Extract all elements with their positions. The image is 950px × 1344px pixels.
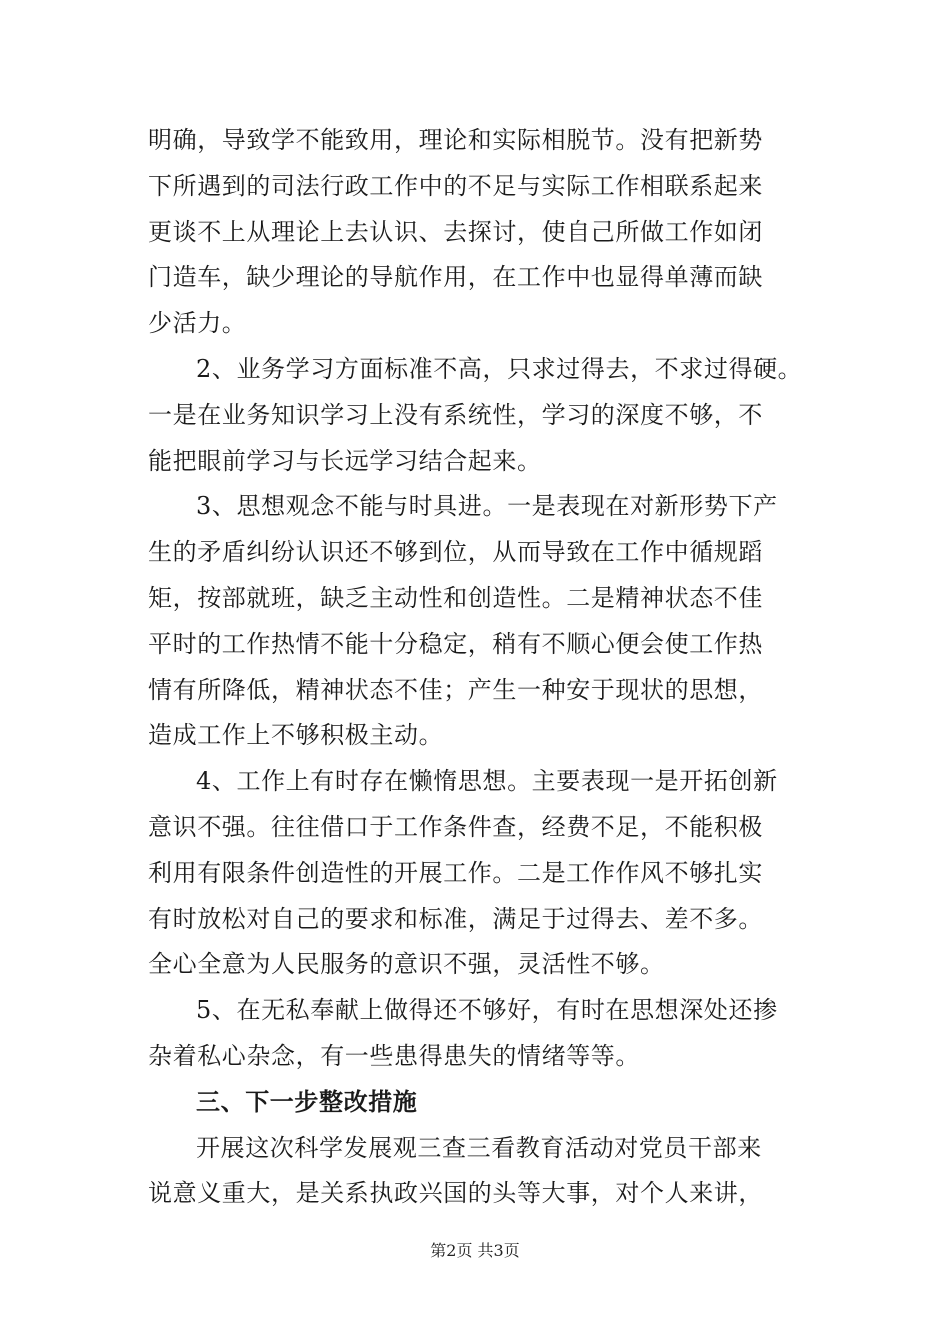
text-line: 门造车，缺少理论的导航作用，在工作中也显得单薄而缺 [148, 263, 763, 292]
text-line: 杂着私心杂念，有一些患得患失的情绪等等。 [148, 1041, 640, 1070]
text-line: 有时放松对自己的要求和标准，满足于过得去、差不多。 [148, 904, 763, 933]
text-line: 全心全意为人民服务的意识不强，灵活性不够。 [148, 950, 665, 979]
text-line: 少活力。 [148, 309, 247, 338]
text-line: 生的矛盾纠纷认识还不够到位，从而导致在工作中循规蹈 [148, 538, 763, 567]
text-line: 利用有限条件创造性的开展工作。二是工作作风不够扎实 [148, 858, 763, 887]
text-line: 造成工作上不够积极主动。 [148, 721, 444, 750]
text-line: 3、思想观念不能与时具进。一是表现在对新形势下产 [196, 492, 778, 521]
text-line: 2、业务学习方面标准不高，只求过得去，不求过得硬。 [196, 354, 803, 383]
section-heading: 三、下一步整改措施 [196, 1087, 418, 1116]
text-line: 5、在无私奉献上做得还不够好，有时在思想深处还掺 [196, 996, 778, 1025]
text-line: 一是在业务知识学习上没有系统性，学习的深度不够，不 [148, 400, 763, 429]
text-line: 明确，导致学不能致用，理论和实际相脱节。没有把新势 [148, 126, 763, 154]
page-footer: 第2页 共3页 [430, 1241, 520, 1260]
text-line: 开展这次科学发展观三查三看教育活动对党员干部来 [196, 1133, 762, 1162]
text-line: 下所遇到的司法行政工作中的不足与实际工作相联系起来 [148, 171, 763, 200]
text-line: 能把眼前学习与长远学习结合起来。 [148, 446, 542, 475]
text-line: 平时的工作热情不能十分稳定，稍有不顺心便会使工作热 [148, 629, 763, 658]
text-line: 说意义重大，是关系执政兴国的头等大事，对个人来讲， [148, 1179, 763, 1208]
document-body [148, 118, 814, 1217]
text-line: 意识不强。往往借口于工作条件查，经费不足，不能积极 [148, 812, 763, 841]
text-line: 矩，按部就班，缺乏主动性和创造性。二是精神状态不佳 [148, 583, 763, 612]
text-line: 更谈不上从理论上去认识、去探讨，使自己所做工作如闭 [148, 217, 763, 246]
text-line: 情有所降低，精神状态不佳；产生一种安于现状的思想， [148, 675, 763, 704]
text-line: 4、工作上有时存在懒惰思想。主要表现一是开拓创新 [196, 767, 778, 796]
